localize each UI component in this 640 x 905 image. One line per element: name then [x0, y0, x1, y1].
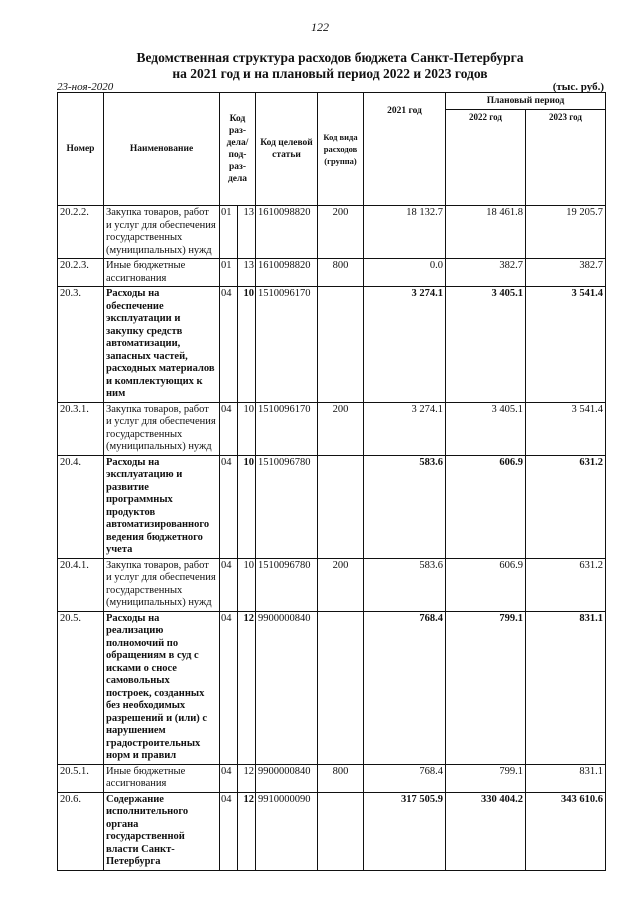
row-target: 1610098820 [256, 259, 318, 287]
row-value-2023: 3 541.4 [526, 287, 606, 403]
row-expense-type [318, 792, 364, 870]
row-name: Закупка товаров, работ и услуг для обеспечения государственных (муниципальных) нужд [104, 206, 220, 259]
units-label: (тыс. руб.) [552, 81, 604, 93]
row-number: 20.3. [58, 287, 104, 403]
row-value-2021: 583.6 [364, 558, 446, 611]
row-value-2023: 831.1 [526, 611, 606, 764]
row-subsection: 12 [238, 792, 256, 870]
row-name: Расходы на эксплуатацию и развитие программных продуктов автоматизированного ведения бюджетного учета [104, 455, 220, 558]
row-value-2022: 3 405.1 [446, 402, 526, 455]
row-number: 20.5. [58, 611, 104, 764]
row-value-2022: 3 405.1 [446, 287, 526, 403]
table-row [58, 259, 606, 287]
row-name: Расходы на обеспечение эксплуатации и закупку средств автоматизации, запасных частей, расходных материалов и комплектующих к ним [104, 287, 220, 403]
row-number: 20.4. [58, 455, 104, 558]
header-2021: 2021 год [364, 93, 446, 206]
row-value-2023: 382.7 [526, 259, 606, 287]
row-subsection: 12 [238, 764, 256, 792]
row-target: 1510096170 [256, 402, 318, 455]
row-number: 20.2.3. [58, 259, 104, 287]
header-planned-period: Плановый период [446, 93, 606, 110]
table-row [58, 611, 606, 764]
row-expense-type [318, 287, 364, 403]
row-section: 04 [220, 611, 238, 764]
document-title [60, 50, 600, 82]
row-value-2023: 631.2 [526, 455, 606, 558]
row-value-2023: 631.2 [526, 558, 606, 611]
row-value-2022: 606.9 [446, 455, 526, 558]
row-value-2021: 3 274.1 [364, 402, 446, 455]
row-name: Иные бюджетные ассигнования [104, 259, 220, 287]
header-2022: 2022 год [446, 110, 526, 206]
header-2023: 2023 год [526, 110, 606, 206]
table-row [58, 455, 606, 558]
row-name: Содержание исполнительного органа государственной власти Санкт-Петербурга [104, 792, 220, 870]
row-value-2021: 768.4 [364, 611, 446, 764]
row-section: 04 [220, 764, 238, 792]
header-target: Код целевой статьи [256, 93, 318, 206]
row-expense-type: 200 [318, 558, 364, 611]
header-expense-type: Код вида расходов (группа) [318, 93, 364, 206]
row-section: 04 [220, 455, 238, 558]
title-line-2: на 2021 год и на плановый период 2022 и 2023 годов [172, 66, 488, 81]
row-value-2021: 0.0 [364, 259, 446, 287]
row-section: 04 [220, 402, 238, 455]
row-target: 9900000840 [256, 764, 318, 792]
row-expense-type [318, 455, 364, 558]
row-value-2023: 831.1 [526, 764, 606, 792]
row-section: 01 [220, 206, 238, 259]
row-subsection: 13 [238, 206, 256, 259]
row-target: 1510096780 [256, 558, 318, 611]
document-date: 23-ноя-2020 [57, 81, 114, 93]
row-value-2023: 19 205.7 [526, 206, 606, 259]
row-expense-type [318, 611, 364, 764]
table-row [58, 287, 606, 403]
row-subsection: 12 [238, 611, 256, 764]
budget-table [57, 92, 606, 871]
row-name: Иные бюджетные ассигнования [104, 764, 220, 792]
row-value-2023: 343 610.6 [526, 792, 606, 870]
row-section: 04 [220, 287, 238, 403]
row-value-2021: 317 505.9 [364, 792, 446, 870]
row-expense-type: 200 [318, 206, 364, 259]
row-expense-type: 800 [318, 259, 364, 287]
table-row [58, 792, 606, 870]
row-section: 04 [220, 792, 238, 870]
row-value-2021: 768.4 [364, 764, 446, 792]
table-row [58, 402, 606, 455]
row-value-2022: 18 461.8 [446, 206, 526, 259]
page-number: 122 [311, 20, 329, 34]
row-subsection: 10 [238, 558, 256, 611]
row-number: 20.5.1. [58, 764, 104, 792]
row-name: Расходы на реализацию полномочий по обращениям в суд с исками о сносе самовольных построек, созданных без необходимых разрешений и (или) с нарушением градостроительных норм и правил [104, 611, 220, 764]
row-target: 9900000840 [256, 611, 318, 764]
row-value-2021: 18 132.7 [364, 206, 446, 259]
table-row [58, 206, 606, 259]
row-expense-type: 200 [318, 402, 364, 455]
header-name: Наименование [104, 93, 220, 206]
row-value-2022: 330 404.2 [446, 792, 526, 870]
row-subsection: 13 [238, 259, 256, 287]
row-target: 9910000090 [256, 792, 318, 870]
table-row [58, 558, 606, 611]
table-body [58, 206, 606, 871]
row-value-2022: 799.1 [446, 764, 526, 792]
row-subsection: 10 [238, 287, 256, 403]
header-number: Номер [58, 93, 104, 206]
title-line-1: Ведомственная структура расходов бюджета Санкт-Петербурга [136, 50, 524, 65]
header-section: Код раз-дела/ под-раз-дела [220, 93, 256, 206]
row-value-2022: 799.1 [446, 611, 526, 764]
row-name: Закупка товаров, работ и услуг для обеспечения государственных (муниципальных) нужд [104, 402, 220, 455]
row-value-2021: 3 274.1 [364, 287, 446, 403]
row-number: 20.3.1. [58, 402, 104, 455]
row-subsection: 10 [238, 402, 256, 455]
row-number: 20.2.2. [58, 206, 104, 259]
row-target: 1510096780 [256, 455, 318, 558]
row-value-2022: 606.9 [446, 558, 526, 611]
row-name: Закупка товаров, работ и услуг для обеспечения государственных (муниципальных) нужд [104, 558, 220, 611]
row-number: 20.6. [58, 792, 104, 870]
row-target: 1610098820 [256, 206, 318, 259]
row-value-2021: 583.6 [364, 455, 446, 558]
row-target: 1510096170 [256, 287, 318, 403]
row-expense-type: 800 [318, 764, 364, 792]
row-value-2023: 3 541.4 [526, 402, 606, 455]
row-value-2022: 382.7 [446, 259, 526, 287]
row-section: 01 [220, 259, 238, 287]
table-row [58, 764, 606, 792]
row-subsection: 10 [238, 455, 256, 558]
row-section: 04 [220, 558, 238, 611]
row-number: 20.4.1. [58, 558, 104, 611]
